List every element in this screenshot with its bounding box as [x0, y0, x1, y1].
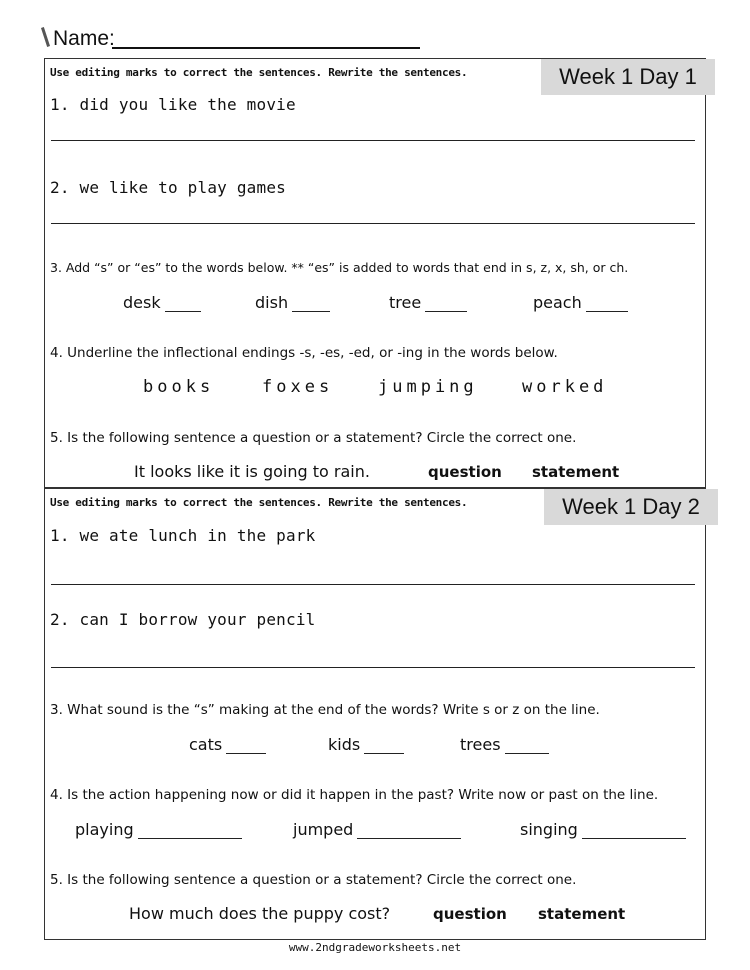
- day1-q5-sentence: It looks like it is going to rain.: [134, 462, 370, 481]
- day1-q3-word: tree: [389, 293, 467, 312]
- day1-panel: [44, 58, 706, 488]
- answer-blank[interactable]: [582, 824, 686, 839]
- day1-q5-text: 5. Is the following sentence a question or a statement? Circle the correct one.: [50, 430, 577, 446]
- answer-blank[interactable]: [138, 824, 242, 839]
- answer-blank[interactable]: [364, 739, 404, 754]
- day1-q5-option-statement[interactable]: statement: [532, 463, 620, 481]
- day2-instructions: Use editing marks to correct the sentences. Rewrite the sentences.: [50, 496, 468, 509]
- answer-blank[interactable]: [165, 297, 201, 312]
- day2-q2-write-line[interactable]: [51, 667, 695, 668]
- day1-q4-word[interactable]: foxes: [262, 377, 334, 397]
- answer-blank[interactable]: [292, 297, 330, 312]
- answer-blank[interactable]: [425, 297, 467, 312]
- day1-q3-word: desk: [123, 293, 201, 312]
- day2-q4-word: playing: [75, 820, 242, 839]
- footer-url: www.2ndgradeworksheets.net: [288, 941, 462, 954]
- day2-q3-word: cats: [189, 735, 266, 754]
- day1-q4-word[interactable]: books: [143, 377, 215, 397]
- day2-q5-option-question[interactable]: question: [433, 905, 507, 923]
- name-label: Name:: [53, 27, 115, 50]
- day2-q3-word: kids: [328, 735, 404, 754]
- answer-blank[interactable]: [505, 739, 549, 754]
- name-write-line[interactable]: [112, 47, 420, 49]
- day2-q2: 2. can I borrow your pencil: [50, 610, 316, 629]
- day1-q3-word: peach: [533, 293, 628, 312]
- answer-blank[interactable]: [226, 739, 266, 754]
- day1-q5-option-question[interactable]: question: [428, 463, 502, 481]
- day1-q4-word[interactable]: jumping: [378, 377, 478, 397]
- day2-q5-sentence: How much does the puppy cost?: [129, 904, 391, 923]
- day1-q2: 2. we like to play games: [50, 178, 286, 197]
- day2-q5-option-statement[interactable]: statement: [538, 905, 626, 923]
- day1-q4-word[interactable]: worked: [522, 377, 608, 397]
- day1-q1: 1. did you like the movie: [50, 95, 296, 114]
- day2-week-label: Week 1 Day 2: [544, 489, 718, 525]
- day1-q4-text: 4. Underline the inflectional endings -s, -es, -ed, or -ing in the words below.: [50, 345, 558, 361]
- day2-q3-text: 3. What sound is the “s” making at the end of the words? Write s or z on the line.: [50, 702, 600, 718]
- pencil-mark-icon: [41, 27, 50, 47]
- day2-q1: 1. we ate lunch in the park: [50, 526, 316, 545]
- day2-q5-text: 5. Is the following sentence a question or a statement? Circle the correct one.: [50, 872, 577, 888]
- name-label-row: [44, 27, 115, 51]
- answer-blank[interactable]: [586, 297, 628, 312]
- day2-q4-word: singing: [520, 820, 686, 839]
- day1-week-label: Week 1 Day 1: [541, 59, 715, 95]
- day2-q4-text: 4. Is the action happening now or did it happen in the past? Write now or past on the line.: [50, 787, 659, 803]
- day1-q3-word: dish: [255, 293, 330, 312]
- day2-q3-word: trees: [460, 735, 549, 754]
- day1-q2-write-line[interactable]: [51, 223, 695, 224]
- day1-q3-text: 3. Add “s” or “es” to the words below. ** “es” is added to words that end in s, z, x, sh, or ch.: [50, 260, 629, 275]
- day1-q1-write-line[interactable]: [51, 140, 695, 141]
- day2-q1-write-line[interactable]: [51, 584, 695, 585]
- day1-instructions: Use editing marks to correct the sentences. Rewrite the sentences.: [50, 66, 468, 79]
- day2-panel: [44, 488, 706, 940]
- answer-blank[interactable]: [357, 824, 461, 839]
- day2-q4-word: jumped: [293, 820, 461, 839]
